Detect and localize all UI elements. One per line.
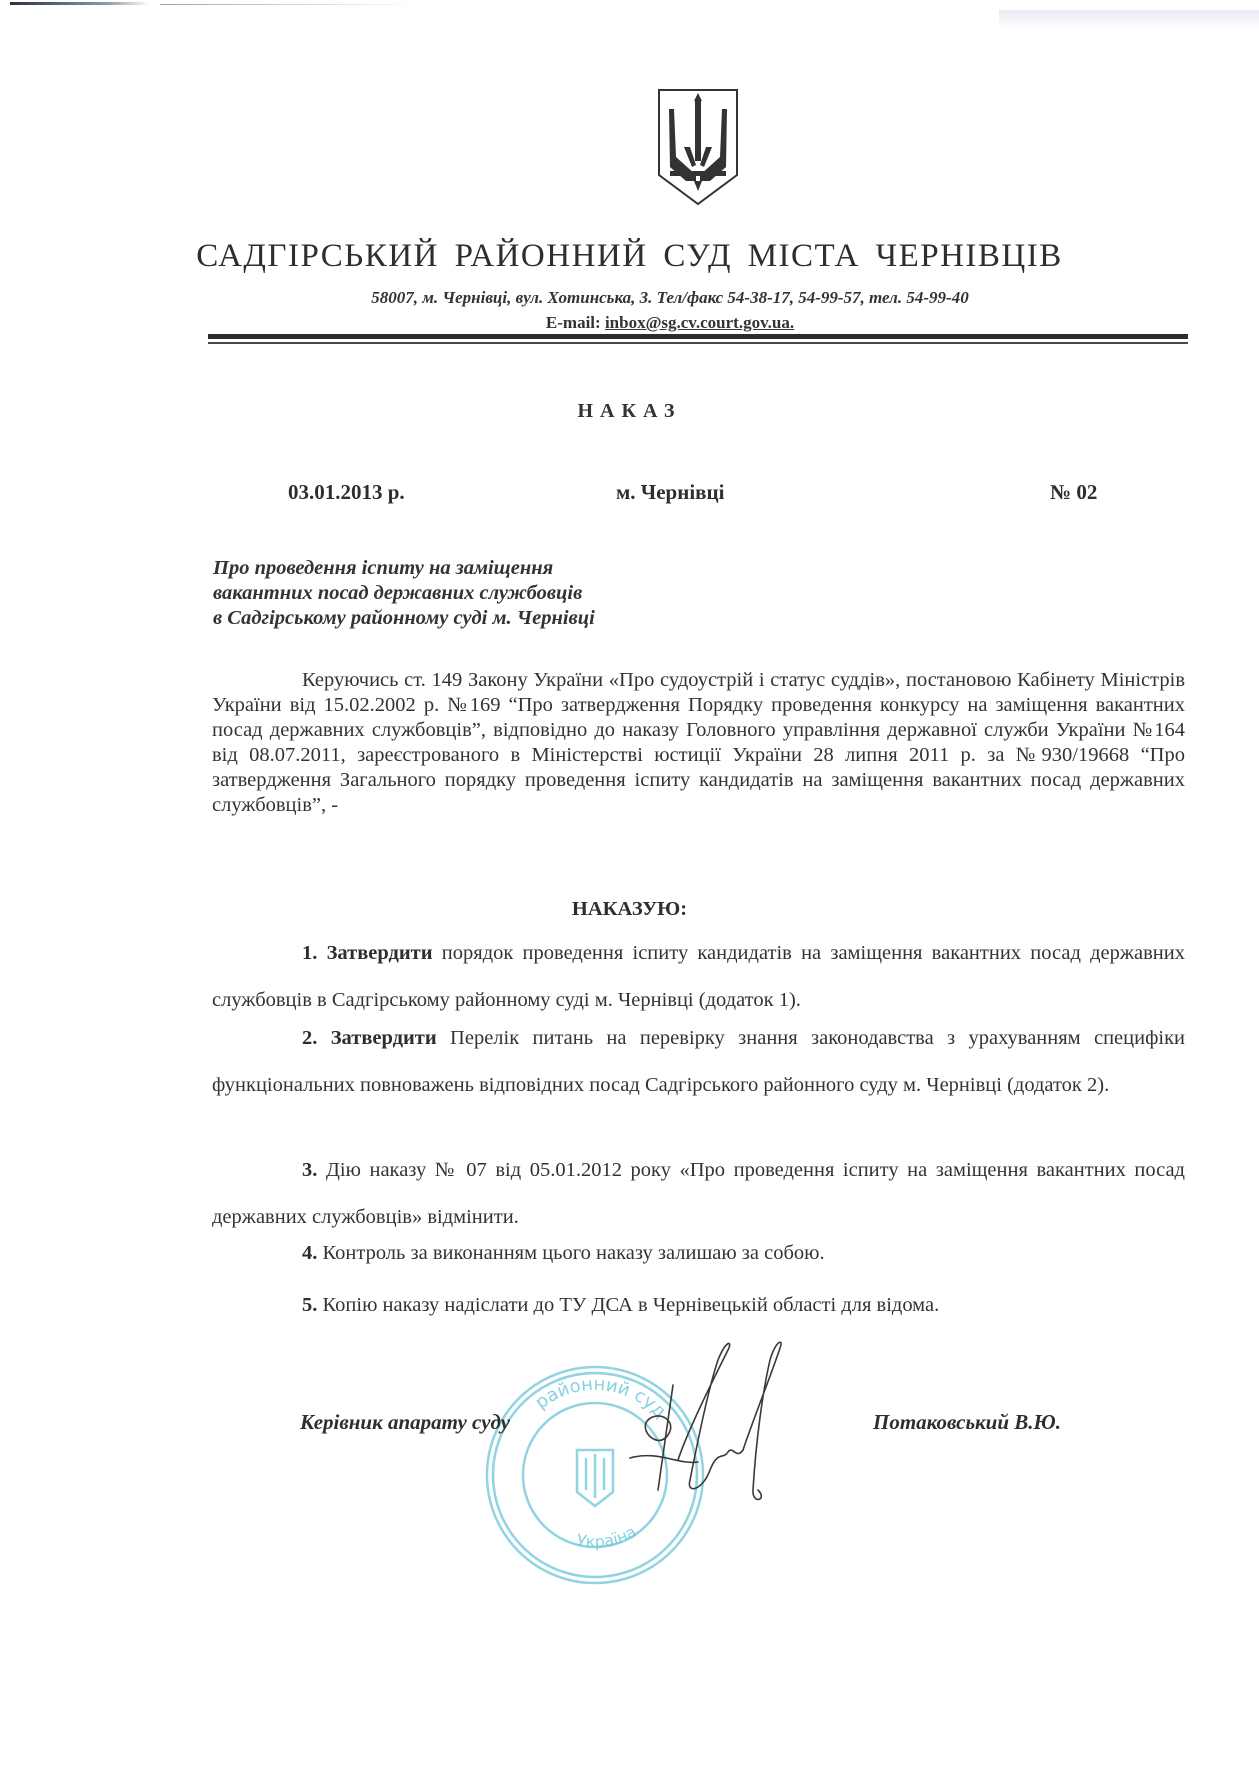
order-item bbox=[212, 930, 1185, 1024]
order-heading: НАКАЗУЮ: bbox=[571, 898, 688, 920]
order-item bbox=[212, 1230, 1185, 1277]
tryzub-coat-of-arms-icon bbox=[656, 87, 740, 207]
order-item bbox=[212, 1015, 1185, 1109]
subject-line: вакантних посад державних службовців bbox=[213, 582, 583, 604]
stamp-text-top: районний суд bbox=[531, 1373, 671, 1423]
item-text: Контроль за виконанням цього наказу залишаю за собою. bbox=[317, 1242, 825, 1264]
court-name: САДГІРСЬКИЙ РАЙОННИЙ СУД МІСТА ЧЕРНІВЦІВ bbox=[196, 238, 1063, 274]
order-item bbox=[212, 1282, 1185, 1329]
preamble-paragraph bbox=[212, 668, 1185, 818]
item-text: порядок проведення іспиту кандидатів на заміщення вакантних посад державних службовців в Садгірському районному суді м. Чернівці (додаток 1). bbox=[212, 942, 1186, 1011]
item-number: 3. bbox=[302, 1159, 318, 1181]
document-date: 03.01.2013 р. bbox=[288, 480, 405, 504]
email-link[interactable]: inbox@sg.cv.court.gov.ua. bbox=[604, 313, 795, 332]
subject-line: в Садгірському районному суді м. Чернівці bbox=[213, 607, 595, 629]
handwritten-signature bbox=[618, 1340, 848, 1510]
email-label: E-mail: bbox=[545, 313, 601, 332]
item-text: Перелік питань на перевірку знання законодавства з урахуванням специфіки функціональних повноважень відповідних посад Садгірського районного суду м. Чернівці (додаток 2). bbox=[212, 1027, 1185, 1096]
header-divider bbox=[208, 334, 1188, 339]
signatory-name: Потаковський В.Ю. bbox=[873, 1410, 1061, 1434]
header-divider-thin bbox=[208, 342, 1188, 344]
document-number: № 02 bbox=[1050, 480, 1098, 504]
item-text: Дію наказу № 07 від 05.01.2012 року «Про проведення іспиту на заміщення вакантних посад державних службовців» відмінити. bbox=[212, 1159, 1185, 1228]
subject-line: Про проведення іспиту на заміщення bbox=[213, 557, 554, 579]
preamble-text: Керуючись ст. 149 Закону України «Про судоустрій і статус суддів», постановою Кабінету Міністрів України від 15.02.2002 р. №169 “Про затвердження Порядку проведення конкурсу на заміщення вакантних посад державних службовців”, відповідно до наказу Головного управління державної служби України №164 від 08.07.2011, зареєстрованого в Міністерстві юстиції України 28 липня 2011 р. за №930/19668 “Про затвердження Загального порядку проведення іспиту кандидатів на заміщення вакантних посад державних службовців”, - bbox=[212, 669, 1185, 816]
document-city: м. Чернівці bbox=[616, 480, 725, 504]
scan-artifact bbox=[160, 4, 420, 5]
item-verb: Затвердити bbox=[326, 942, 433, 964]
item-number: 4. bbox=[302, 1242, 318, 1264]
item-verb: Затвердити bbox=[330, 1027, 437, 1049]
signatory-role: Керівник апарату суду bbox=[300, 1410, 510, 1434]
stamp-text-bottom: Україна bbox=[575, 1521, 640, 1552]
email-line bbox=[270, 313, 1070, 333]
svg-text:Україна bbox=[575, 1522, 639, 1551]
document-subject bbox=[213, 556, 595, 631]
item-number: 2. bbox=[302, 1027, 318, 1049]
item-number: 5. bbox=[302, 1294, 318, 1316]
court-address: 58007, м. Чернівці, вул. Хотинська, 3. Тел/факс 54-38-17, 54-99-57, тел. 54-99-40 bbox=[371, 288, 969, 307]
item-number: 1. bbox=[302, 942, 318, 964]
scan-shade bbox=[999, 10, 1259, 30]
scan-artifact bbox=[10, 2, 150, 5]
document-type-title: НАКАЗ bbox=[577, 400, 682, 422]
order-item bbox=[212, 1147, 1185, 1241]
item-text: Копію наказу надіслати до ТУ ДСА в Чернівецькій області для відома. bbox=[317, 1294, 940, 1316]
